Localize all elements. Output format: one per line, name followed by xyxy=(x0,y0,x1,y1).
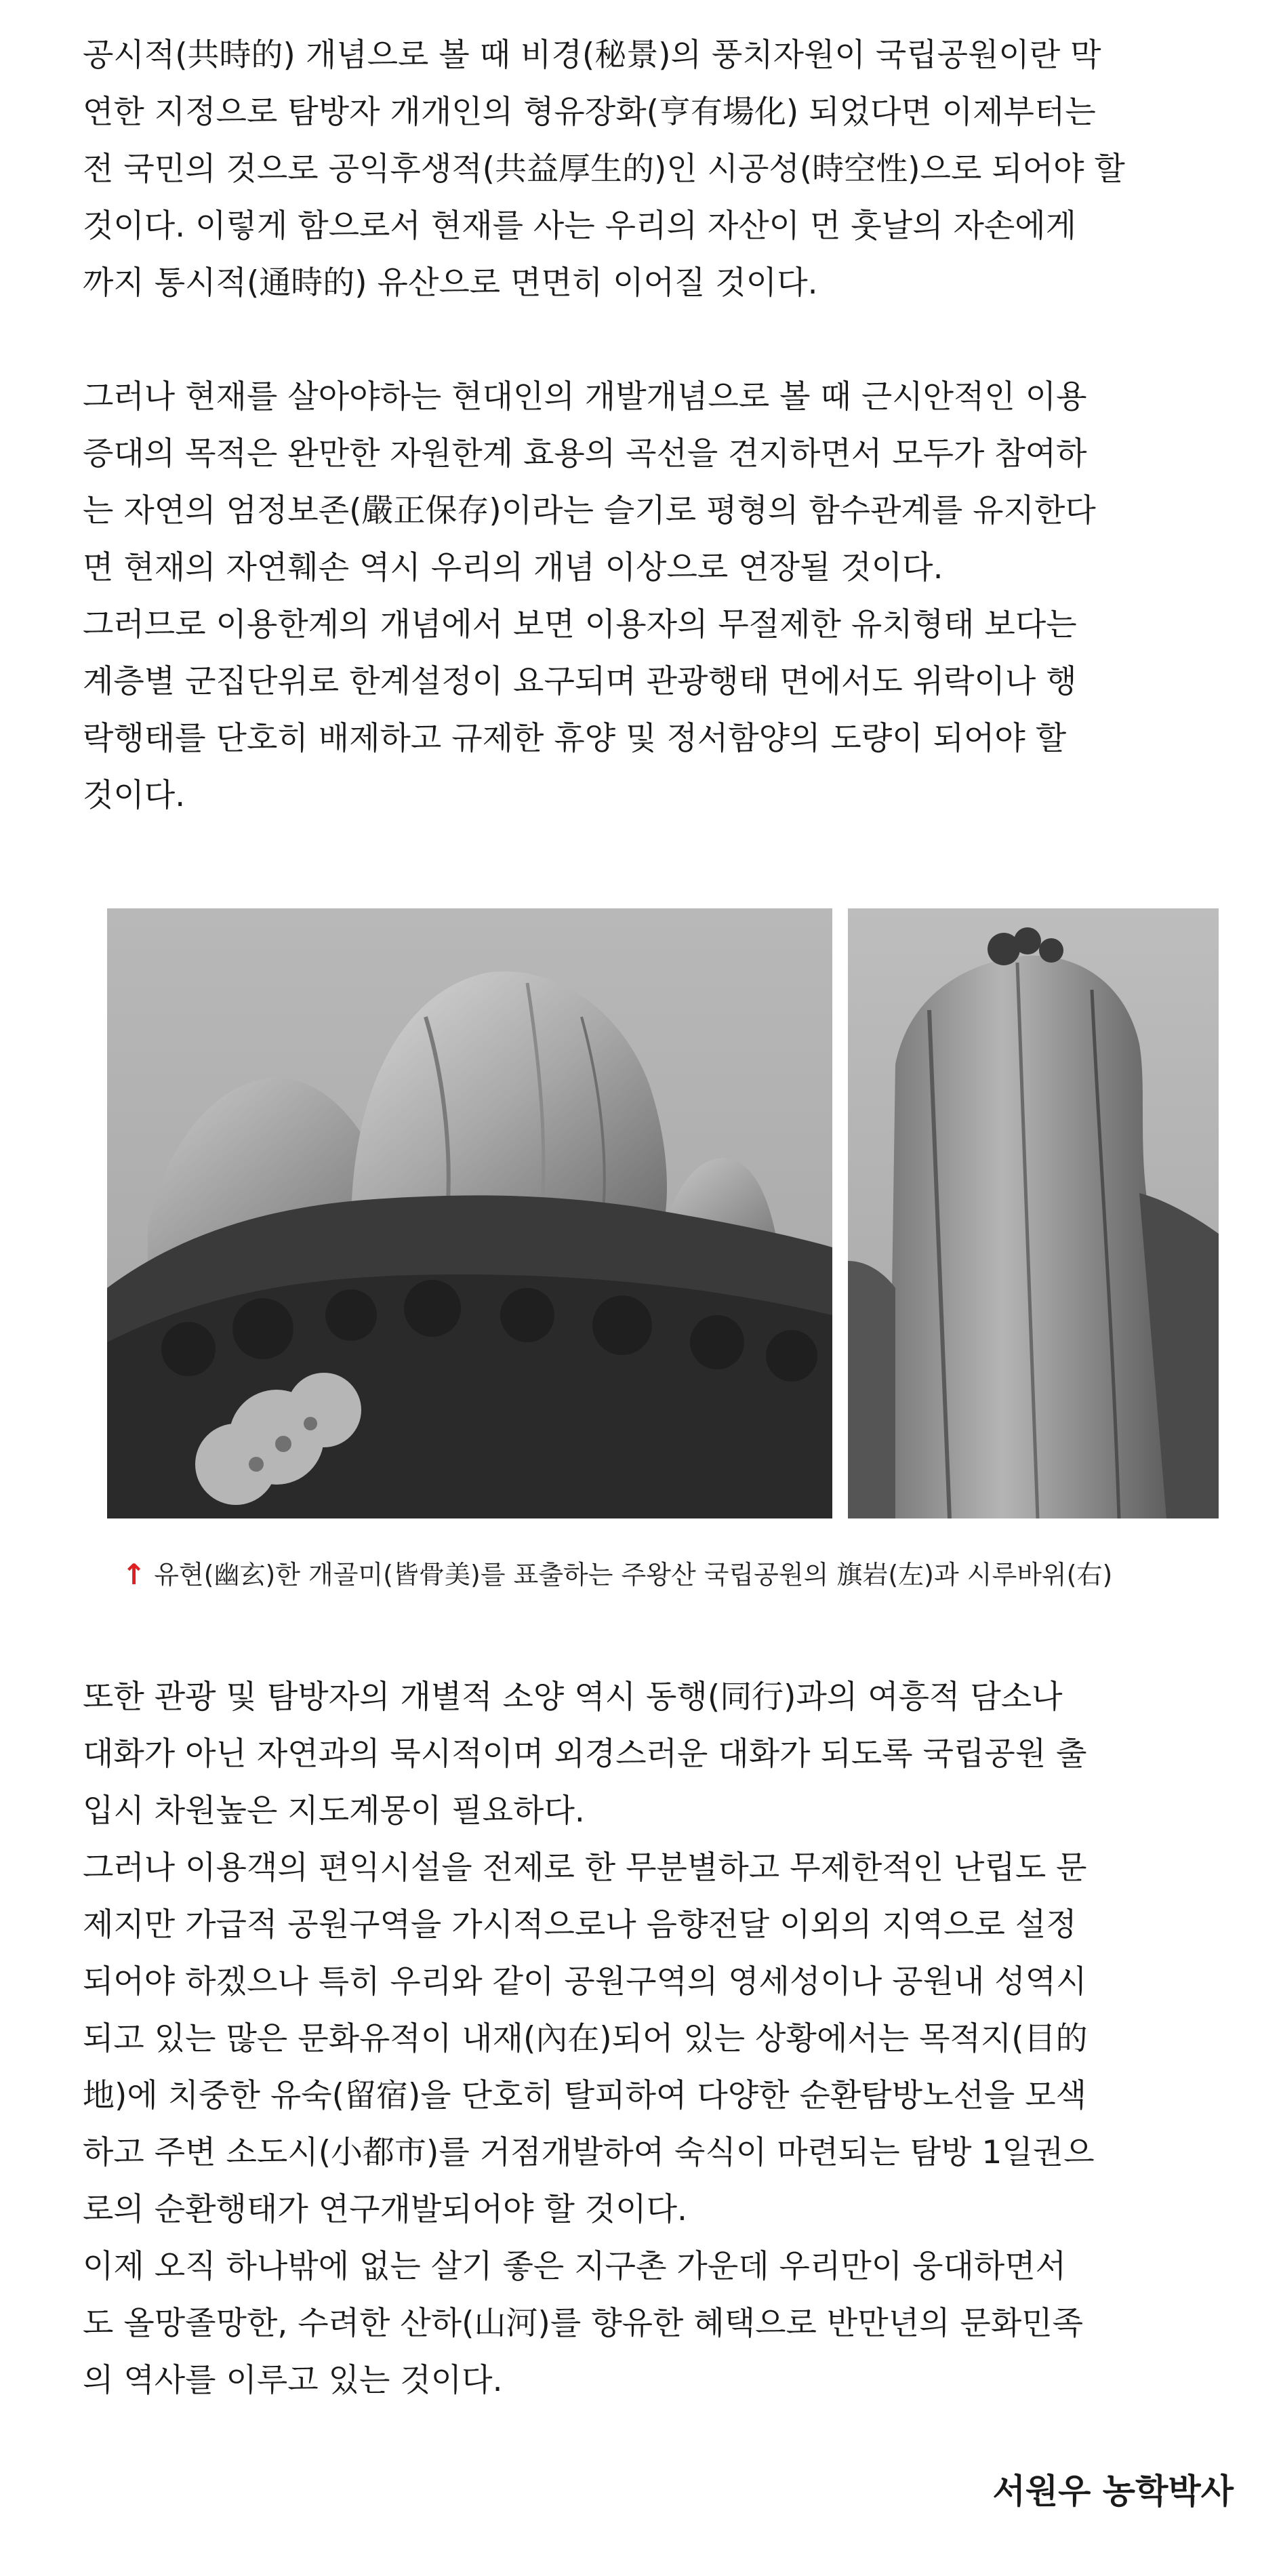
paragraph-1 xyxy=(83,27,1235,312)
siru-rock-photo xyxy=(848,908,1219,1518)
paragraph-4 xyxy=(83,1669,1235,1840)
arrow-up-icon: ↑ xyxy=(122,1558,146,1591)
gi-rock-photo xyxy=(107,908,832,1518)
paragraph-text: 이제 오직 하나밖에 없는 살기 좋은 지구촌 가운데 우리만이 웅대하면서 도 올망졸망한, 수려한 산하(山河)를 향유한 혜택으로 반만년의 문화민족 의 역사를 이루고 있는 것이다. xyxy=(83,2248,1084,2399)
paragraph-2 xyxy=(83,369,1235,597)
paragraph-5 xyxy=(83,1840,1235,2238)
paragraph-6 xyxy=(83,2238,1235,2409)
paragraph-text: 그러므로 이용한계의 개념에서 보면 이용자의 무절제한 유치형태 보다는 계층별 군집단위로 한계설정이 요구되며 관광행태 면에서도 위락이나 행 락행태를 단호히 배제하고 규제한 휴양 및 정서함양의 도량이 되어야 할 것이다. xyxy=(83,606,1077,814)
paragraph-text: 또한 관광 및 탐방자의 개별적 소양 역시 동행(同行)과의 여흥적 담소나 대화가 아닌 자연과의 묵시적이며 외경스러운 대화가 되도록 국립공원 출 입시 차원높은 지도계몽이 필요하다. xyxy=(83,1678,1087,1830)
paragraph-text: 그러나 현재를 살아야하는 현대인의 개발개념으로 볼 때 근시안적인 이용 증대의 목적은 완만한 자원한계 효용의 곡선을 견지하면서 모두가 참여하 는 자연의 엄정보존(嚴正保存)이라는 슬기로 평형의 함수관계를 유지한다 면 현재의 자연훼손 역시 우리의 개념 이상으로 연장될 것이다. xyxy=(83,378,1096,586)
figure-caption xyxy=(122,1551,1206,1598)
caption-text: 유현(幽玄)한 개골미(皆骨美)를 표출하는 주왕산 국립공원의 旗岩(左)과 시루바위(右) xyxy=(154,1560,1113,1590)
author-signature: 서원우 농학박사 xyxy=(992,2472,1234,2511)
paragraph-text: 그러나 이용객의 편익시설을 전제로 한 무분별하고 무제한적인 난립도 문 제지만 가급적 공원구역을 가시적으로나 음향전달 이외의 지역으로 설정 되어야 하겠으나 특히 우리와 같이 공원구역의 영세성이나 공원내 성역시 되고 있는 많은 문화유적이 내재(內在)되어 있는 상황에서는 목적지(目的 地)에 치중한 유숙(留宿)을 단호히 탈피하여 다양한 순환탐방노선을 모색 하고 주변 소도시(小都市)를 거점개발하여 숙식이 마련되는 탐방 1일권으 로의 순환행태가 연구개발되어야 할 것이다. xyxy=(83,1849,1095,2228)
paragraph-3 xyxy=(83,597,1235,824)
paragraph-text: 공시적(共時的) 개념으로 볼 때 비경(秘景)의 풍치자원이 국립공원이란 막 연한 지정으로 탐방자 개개인의 형유장화(亨有場化) 되었다면 이제부터는 전 국민의 것으로 공익후생적(共益厚生的)인 시공성(時空性)으로 되어야 할 것이다. 이렇게 함으로서 현재를 사는 우리의 자산이 먼 훗날의 자손에게 까지 통시적(通時的) 유산으로 면면히 이어질 것이다. xyxy=(83,37,1125,302)
figure-photos xyxy=(107,908,1219,1518)
